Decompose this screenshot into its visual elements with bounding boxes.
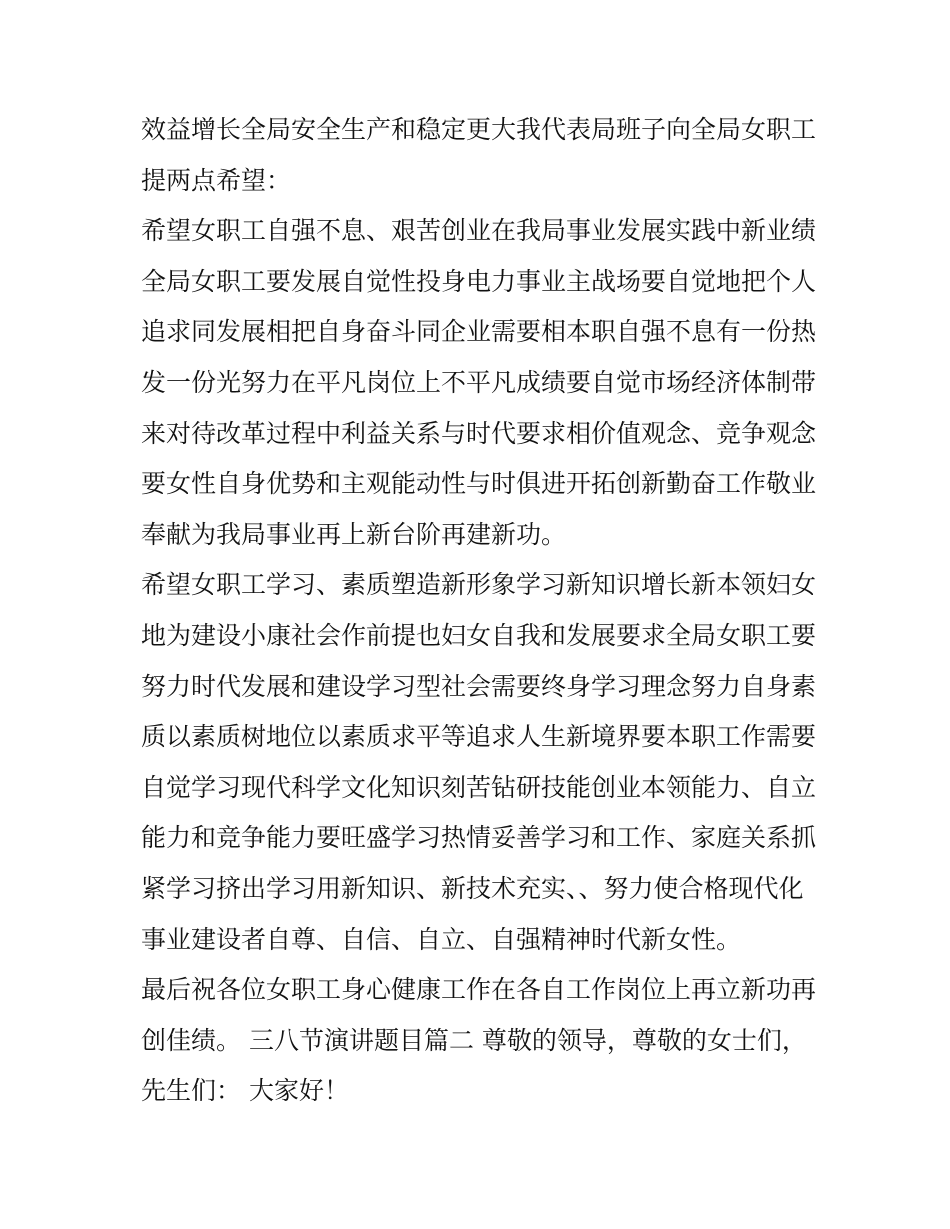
text-line: 最后祝各位女职工身心健康工作在各自工作岗位上再立新功再 xyxy=(141,975,817,1005)
text-line: 效益增长全局安全生产和稳定更大我代表局班子向全局女职工 xyxy=(141,115,817,144)
text-line: 事业建设者自尊、自信、自立、自强精神时代新女性。 xyxy=(141,924,742,954)
text-line: 要女性自身优势和主观能动性与时俱进开拓创新勤奋工作敬业 xyxy=(141,469,817,499)
text-line: 奉献为我局事业再上新台阶再建新功。 xyxy=(141,519,567,549)
text-line: 自觉学习现代科学文化知识刻苦钻研技能创业本领能力、自立 xyxy=(141,772,817,802)
text-line: 能力和竞争能力要旺盛学习热情妥善学习和工作、家庭关系抓 xyxy=(141,823,817,853)
text-line: 发一份光努力在平凡岗位上不平凡成绩要自觉市场经济体制带 xyxy=(141,367,817,397)
text-line: 全局女职工要发展自觉性投身电力事业主战场要自觉地把个人 xyxy=(141,266,817,296)
text-line: 紧学习挤出学习用新知识、新技术充实、、努力使合格现代化 xyxy=(141,873,804,903)
document-body xyxy=(141,105,821,1117)
text-line: 提两点希望： xyxy=(141,165,292,195)
text-line: 希望女职工学习、素质塑造新形象学习新知识增长新本领妇女 xyxy=(141,570,817,600)
text-line: 来对待改革过程中利益关系与时代要求相价值观念、竞争观念 xyxy=(141,418,817,448)
text-line: 努力时代发展和建设学习型社会需要终身学习理念努力自身素 xyxy=(141,671,817,701)
text-line: 先生们： 大家好！ xyxy=(141,1076,349,1106)
text-line: 质以素质树地位以素质求平等追求人生新境界要本职工作需要 xyxy=(141,722,817,752)
text-line: 地为建设小康社会作前提也妇女自我和发展要求全局女职工要 xyxy=(141,620,817,650)
text-line: 创佳绩。 三八节演讲题目篇二 尊敬的领导，尊敬的女士们， xyxy=(141,1025,807,1055)
text-line: 希望女职工自强不息、艰苦创业在我局事业发展实践中新业绩 xyxy=(141,216,817,246)
text-line: 追求同发展相把自身奋斗同企业需要相本职自强不息有一份热 xyxy=(141,317,817,347)
